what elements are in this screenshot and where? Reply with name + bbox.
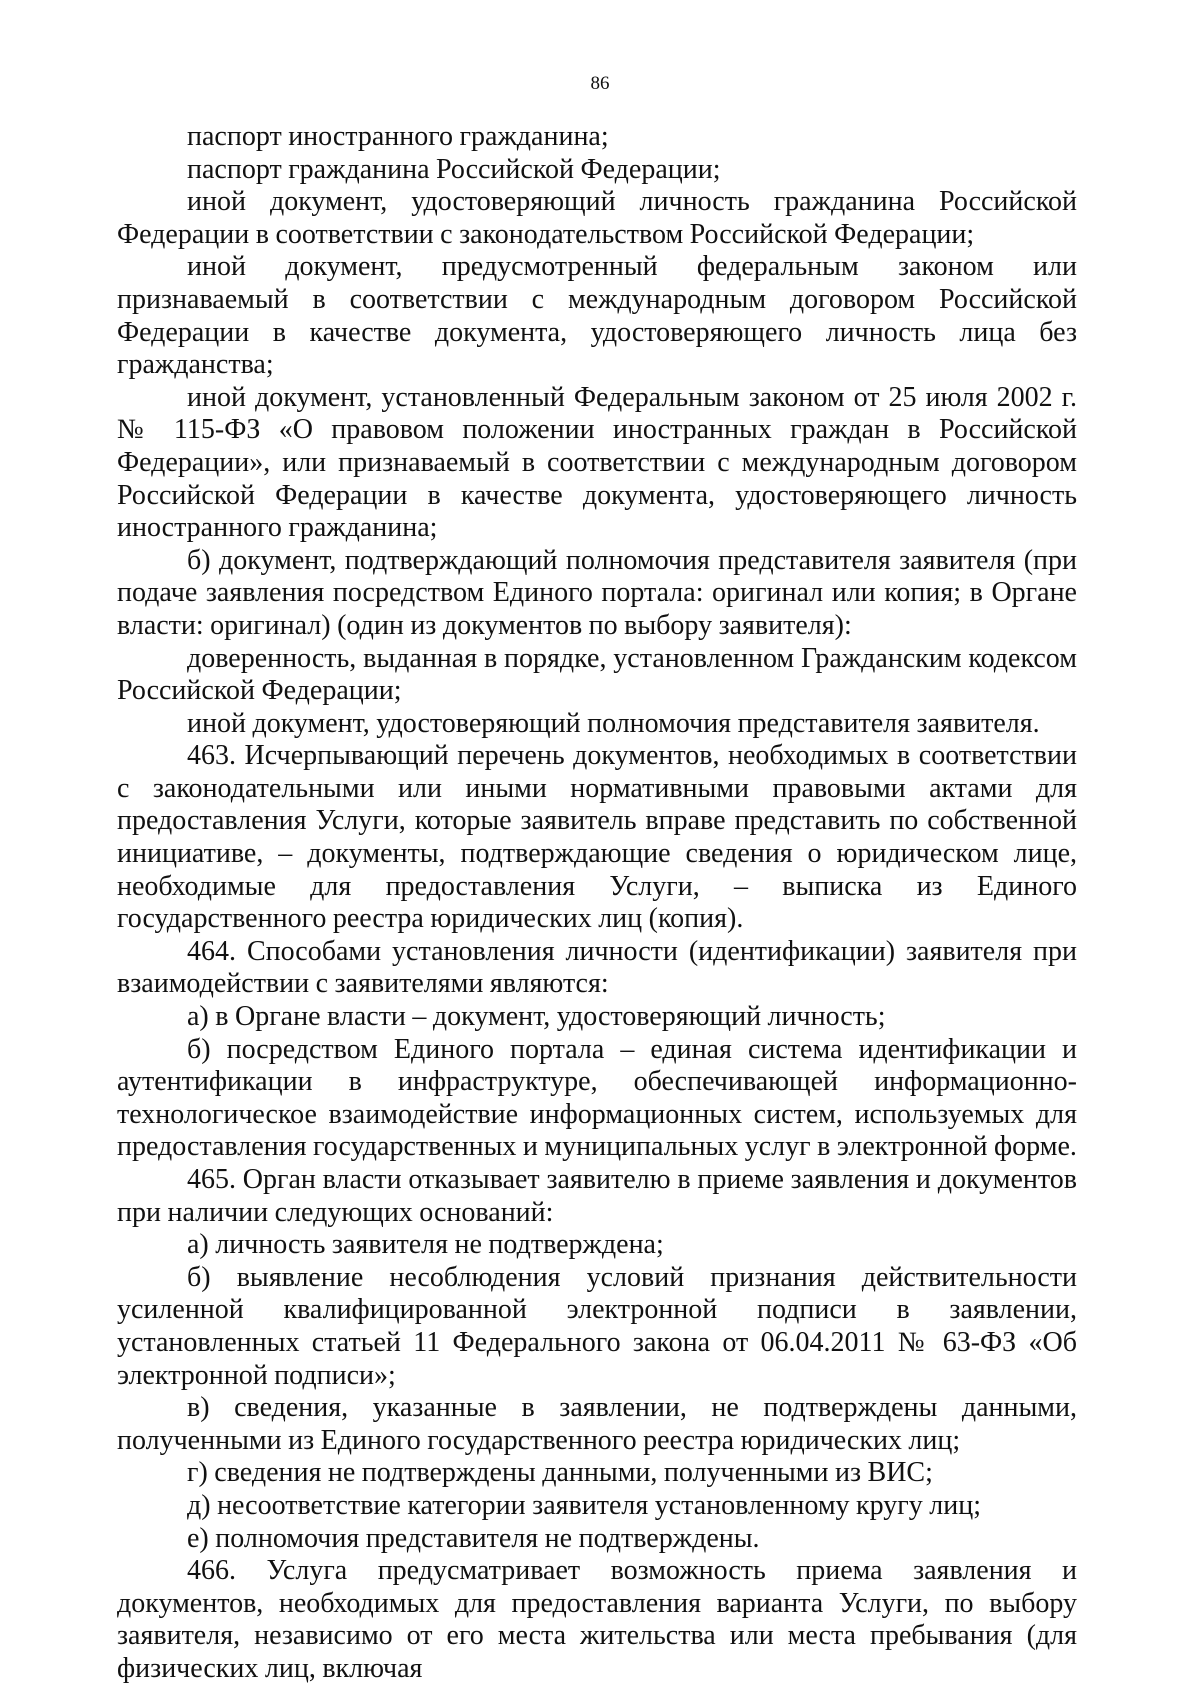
paragraph: иной документ, удостоверяющий личность гражданина Российской Федерации в соответствии с законодательством Российской Федерации; bbox=[117, 186, 1077, 250]
paragraph: иной документ, установленный Федеральным законом от 25 июля 2002 г. № 115-ФЗ «О правовом положении иностранных граждан в Российской Федерации», или признаваемый в соответствии с международным договором Российской Федерации в качестве документа, удостоверяющего личность иностранного гражданина; bbox=[117, 381, 1077, 544]
paragraph: г) сведения не подтверждены данными, полученными из ВИС; bbox=[187, 1457, 933, 1489]
paragraph-466: 466. Услуга предусматривает возможность приема заявления и документов, необходимых для предоставления варианта Услуги, по выбору заявителя, независимо от его места жительства или места пребывания (для физических лиц, включая bbox=[117, 1555, 1077, 1684]
document-body bbox=[117, 121, 1077, 1686]
paragraph: а) в Органе власти – документ, удостоверяющий личность; bbox=[187, 1001, 886, 1033]
paragraph: д) несоответствие категории заявителя установленному кругу лиц; bbox=[187, 1489, 981, 1521]
paragraph-463: 463. Исчерпывающий перечень документов, необходимых в соответствии с законодательными или иными нормативными правовыми актами для предоставления Услуги, которые заявитель вправе представить по собственной инициативе, – документы, подтверждающие сведения о юридическом лице, необходимые для предоставления Услуги, – выписка из Единого государственного реестра юридических лиц (копия). bbox=[117, 740, 1077, 935]
paragraph: б) документ, подтверждающий полномочия представителя заявителя (при подаче заявления посредством Единого портала: оригинал или копия; в Органе власти: оригинал) (один из документов по выбору заявителя): bbox=[117, 544, 1077, 641]
paragraph-464: 464. Способами установления личности (идентификации) заявителя при взаимодействии с заявителями являются: bbox=[117, 935, 1077, 1000]
page-number: 86 bbox=[590, 73, 610, 94]
paragraph: паспорт иностранного гражданина; bbox=[187, 121, 609, 152]
paragraph: б) посредством Единого портала – единая система идентификации и аутентификации в инфраструктуре, обеспечивающей информационно-технологическое взаимодействие информационных систем, используемых для предоставления государственных и муниципальных услуг в электронной форме. bbox=[117, 1033, 1077, 1163]
paragraph: иной документ, предусмотренный федеральным законом или признаваемый в соответствии с международным договором Российской Федерации в качестве документа, удостоверяющего личность лица без гражданства; bbox=[117, 251, 1077, 381]
paragraph: в) сведения, указанные в заявлении, не подтверждены данными, полученными из Единого государственного реестра юридических лиц; bbox=[117, 1392, 1077, 1456]
paragraph-465: 465. Орган власти отказывает заявителю в приеме заявления и документов при наличии следующих оснований: bbox=[117, 1164, 1077, 1228]
paragraph: а) личность заявителя не подтверждена; bbox=[187, 1229, 664, 1261]
paragraph: е) полномочия представителя не подтверждены. bbox=[187, 1522, 760, 1554]
paragraph: доверенность, выданная в порядке, установленном Гражданским кодексом Российской Федерации; bbox=[117, 642, 1077, 707]
paragraph: паспорт гражданина Российской Федерации; bbox=[187, 153, 721, 185]
paragraph: б) выявление несоблюдения условий признания действительности усиленной квалифицированной электронной подписи в заявлении, установленных статьей 11 Федерального закона от 06.04.2011 № 63-ФЗ «Об электронной подписи»; bbox=[117, 1261, 1077, 1391]
paragraph: иной документ, удостоверяющий полномочия представителя заявителя. bbox=[187, 707, 1040, 739]
